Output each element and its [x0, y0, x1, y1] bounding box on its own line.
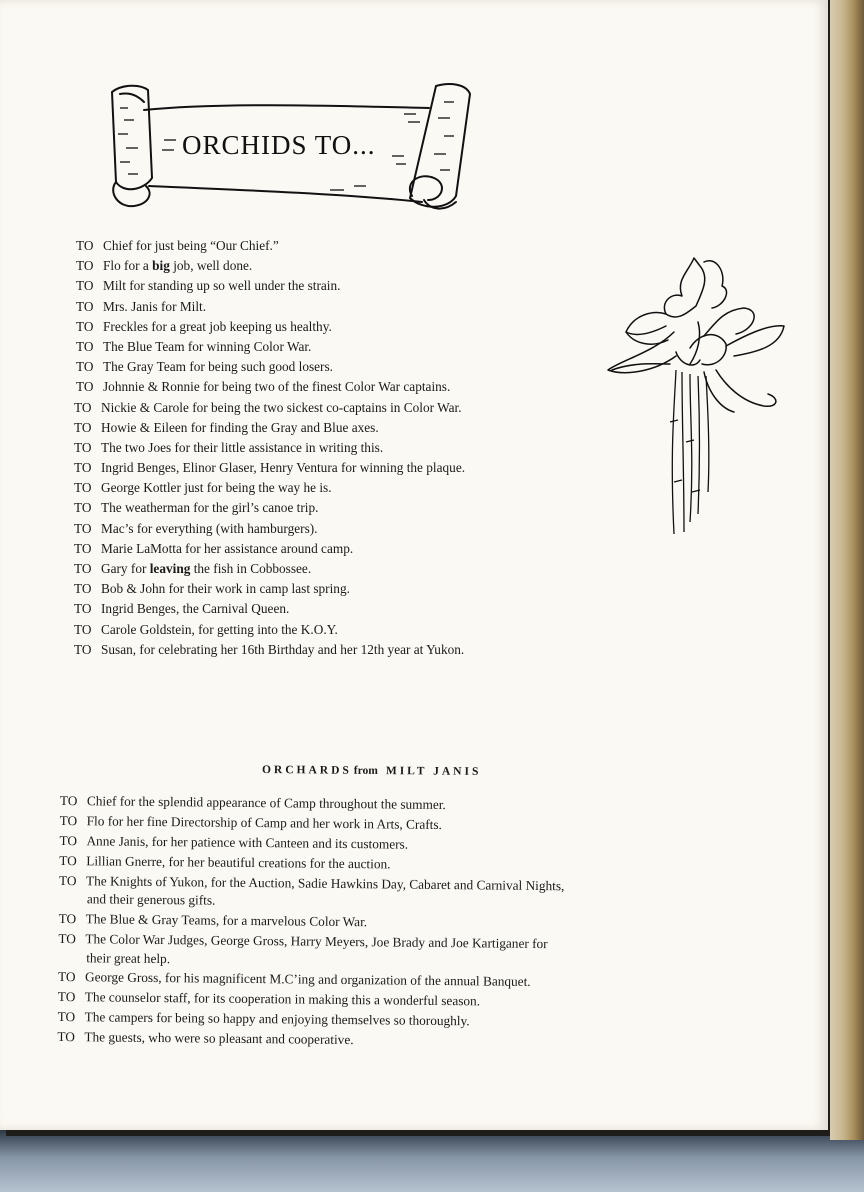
list-item	[76, 297, 596, 317]
list-item	[74, 418, 594, 438]
item-text: Ingrid Benges, Elinor Glaser, Henry Ventura for winning the plaque.	[101, 460, 466, 476]
item-prefix: TO	[74, 460, 92, 476]
item-text: The Gray Team for being such good losers.	[103, 359, 333, 375]
item-text: Ingrid Benges, the Carnival Queen.	[101, 601, 290, 617]
item-text: The weatherman for the girl’s canoe trip.	[101, 500, 319, 516]
item-prefix: TO	[74, 561, 92, 576]
item-text-emphasis: big	[152, 258, 170, 274]
item-prefix: TO	[74, 439, 92, 455]
item-text: The Blue & Gray Teams, for a marvelous Color War.	[85, 911, 368, 930]
item-text: the fish in Cobbossee.	[190, 561, 312, 576]
list-item	[76, 317, 596, 337]
item-text: Freckles for a great job keeping us healthy.	[103, 318, 332, 334]
item-text: Howie & Eileen for finding the Gray and Blue axes.	[101, 419, 379, 435]
item-prefix: TO	[74, 540, 92, 556]
orchids-list	[76, 236, 596, 660]
item-text: The two Joes for their little assistance in writing this.	[101, 439, 384, 455]
item-prefix: TO	[76, 359, 94, 375]
item-prefix: TO	[76, 258, 94, 274]
item-prefix: TO	[58, 872, 77, 888]
item-text: George Gross, for his magnificent M.C’ing and organization of the annual Banquet.	[84, 969, 531, 990]
list-item	[74, 579, 594, 599]
list-item	[59, 872, 699, 916]
list-item	[74, 559, 594, 579]
list-item	[76, 236, 596, 256]
item-prefix: TO	[74, 520, 92, 536]
item-prefix: TO	[58, 930, 77, 947]
orchid-flower-icon	[604, 252, 800, 542]
item-prefix: TO	[74, 641, 92, 657]
orchards-list	[57, 792, 700, 1055]
list-item	[76, 276, 596, 296]
item-text: The Blue Team for winning Color War.	[103, 338, 312, 354]
item-prefix: TO	[57, 989, 76, 1005]
list-item	[74, 438, 594, 458]
item-text: Chief for just being “Our Chief.”	[103, 238, 279, 253]
section-title-b: MILT JANIS	[385, 765, 482, 778]
item-text: George Kottler just for being the way he is.	[101, 480, 332, 496]
item-text-continued: and their generous gifts.	[86, 891, 216, 908]
item-text: Carole Goldstein, for getting into the K.O.Y.	[101, 621, 338, 637]
item-prefix: TO	[76, 278, 94, 294]
item-prefix: TO	[74, 601, 92, 617]
item-text: Flo for a	[103, 258, 153, 274]
list-item	[76, 377, 596, 397]
item-text: job, well done.	[169, 258, 253, 274]
item-prefix: TO	[57, 969, 76, 985]
item-prefix: TO	[59, 792, 78, 809]
item-text: Anne Janis, for her patience with Canteen and its customers.	[86, 833, 409, 852]
item-prefix: TO	[57, 1009, 76, 1025]
item-prefix: TO	[74, 419, 92, 435]
item-text: Chief for the splendid appearance of Camp throughout the summer.	[86, 793, 446, 813]
item-text: Mac’s for everything (with hamburgers).	[101, 520, 318, 536]
item-prefix: TO	[74, 621, 92, 637]
item-prefix: TO	[76, 338, 94, 354]
list-item	[74, 640, 594, 660]
item-prefix: TO	[59, 852, 77, 868]
item-prefix: TO	[74, 581, 92, 597]
list-item	[58, 930, 698, 974]
list-item	[74, 458, 594, 478]
list-item	[74, 478, 594, 498]
item-text: Nickie & Carole for being the two sickest co-captains in Color War.	[101, 399, 462, 415]
item-text: Marie LaMotta for her assistance around camp.	[101, 540, 354, 556]
item-text: The campers for being so happy and enjoying themselves so thoroughly.	[84, 1009, 470, 1029]
list-item	[74, 599, 594, 619]
item-text: Milt for standing up so well under the strain.	[103, 278, 341, 294]
item-prefix: TO	[76, 238, 94, 253]
banner-title: ORCHIDS TO...	[182, 130, 376, 160]
item-prefix: TO	[74, 480, 92, 496]
list-item	[76, 256, 596, 276]
item-text: Mrs. Janis for Milt.	[103, 298, 207, 314]
item-text-continued: their great help.	[86, 949, 171, 966]
item-text-emphasis: leaving	[149, 561, 191, 576]
item-text: Gary for	[101, 561, 150, 576]
item-text: Susan, for celebrating her 16th Birthday and her 12th year at Yukon.	[101, 641, 465, 657]
table-background	[0, 1130, 864, 1192]
list-item	[74, 519, 594, 539]
list-item	[74, 498, 594, 518]
item-prefix: TO	[57, 1029, 76, 1045]
item-text: The Color War Judges, George Gross, Harry Meyers, Joe Brady and Joe Kartiganer for	[85, 931, 548, 952]
item-prefix: TO	[76, 318, 94, 334]
item-text: Lillian Gnerre, for her beautiful creations for the auction.	[86, 852, 391, 872]
section-title-a: ORCHARDS	[261, 764, 352, 777]
list-item	[76, 337, 596, 357]
list-item	[74, 539, 594, 559]
list-item	[74, 398, 594, 418]
item-text: Flo for her fine Directorship of Camp and her work in Arts, Crafts.	[86, 813, 443, 832]
item-prefix: TO	[76, 298, 94, 314]
list-item	[74, 620, 594, 640]
item-prefix: TO	[74, 500, 92, 516]
section-title	[262, 764, 562, 779]
list-item	[76, 357, 596, 377]
item-text: The guests, who were so pleasant and cooperative.	[84, 1029, 354, 1048]
item-prefix: TO	[58, 911, 77, 927]
section-title-from: from	[353, 764, 378, 778]
item-prefix: TO	[74, 399, 92, 415]
item-prefix: TO	[59, 812, 78, 829]
binding-edge	[830, 0, 864, 1140]
item-text: The counselor staff, for its cooperation in making this a wonderful season.	[84, 989, 481, 1009]
item-text: Johnnie & Ronnie for being two of the finest Color War captains.	[103, 379, 451, 395]
item-text: Bob & John for their work in camp last spring.	[101, 581, 350, 597]
item-prefix: TO	[59, 832, 78, 848]
item-text: The Knights of Yukon, for the Auction, Sadie Hawkins Day, Cabaret and Carnival Nights,	[85, 872, 565, 893]
item-prefix: TO	[76, 379, 94, 395]
